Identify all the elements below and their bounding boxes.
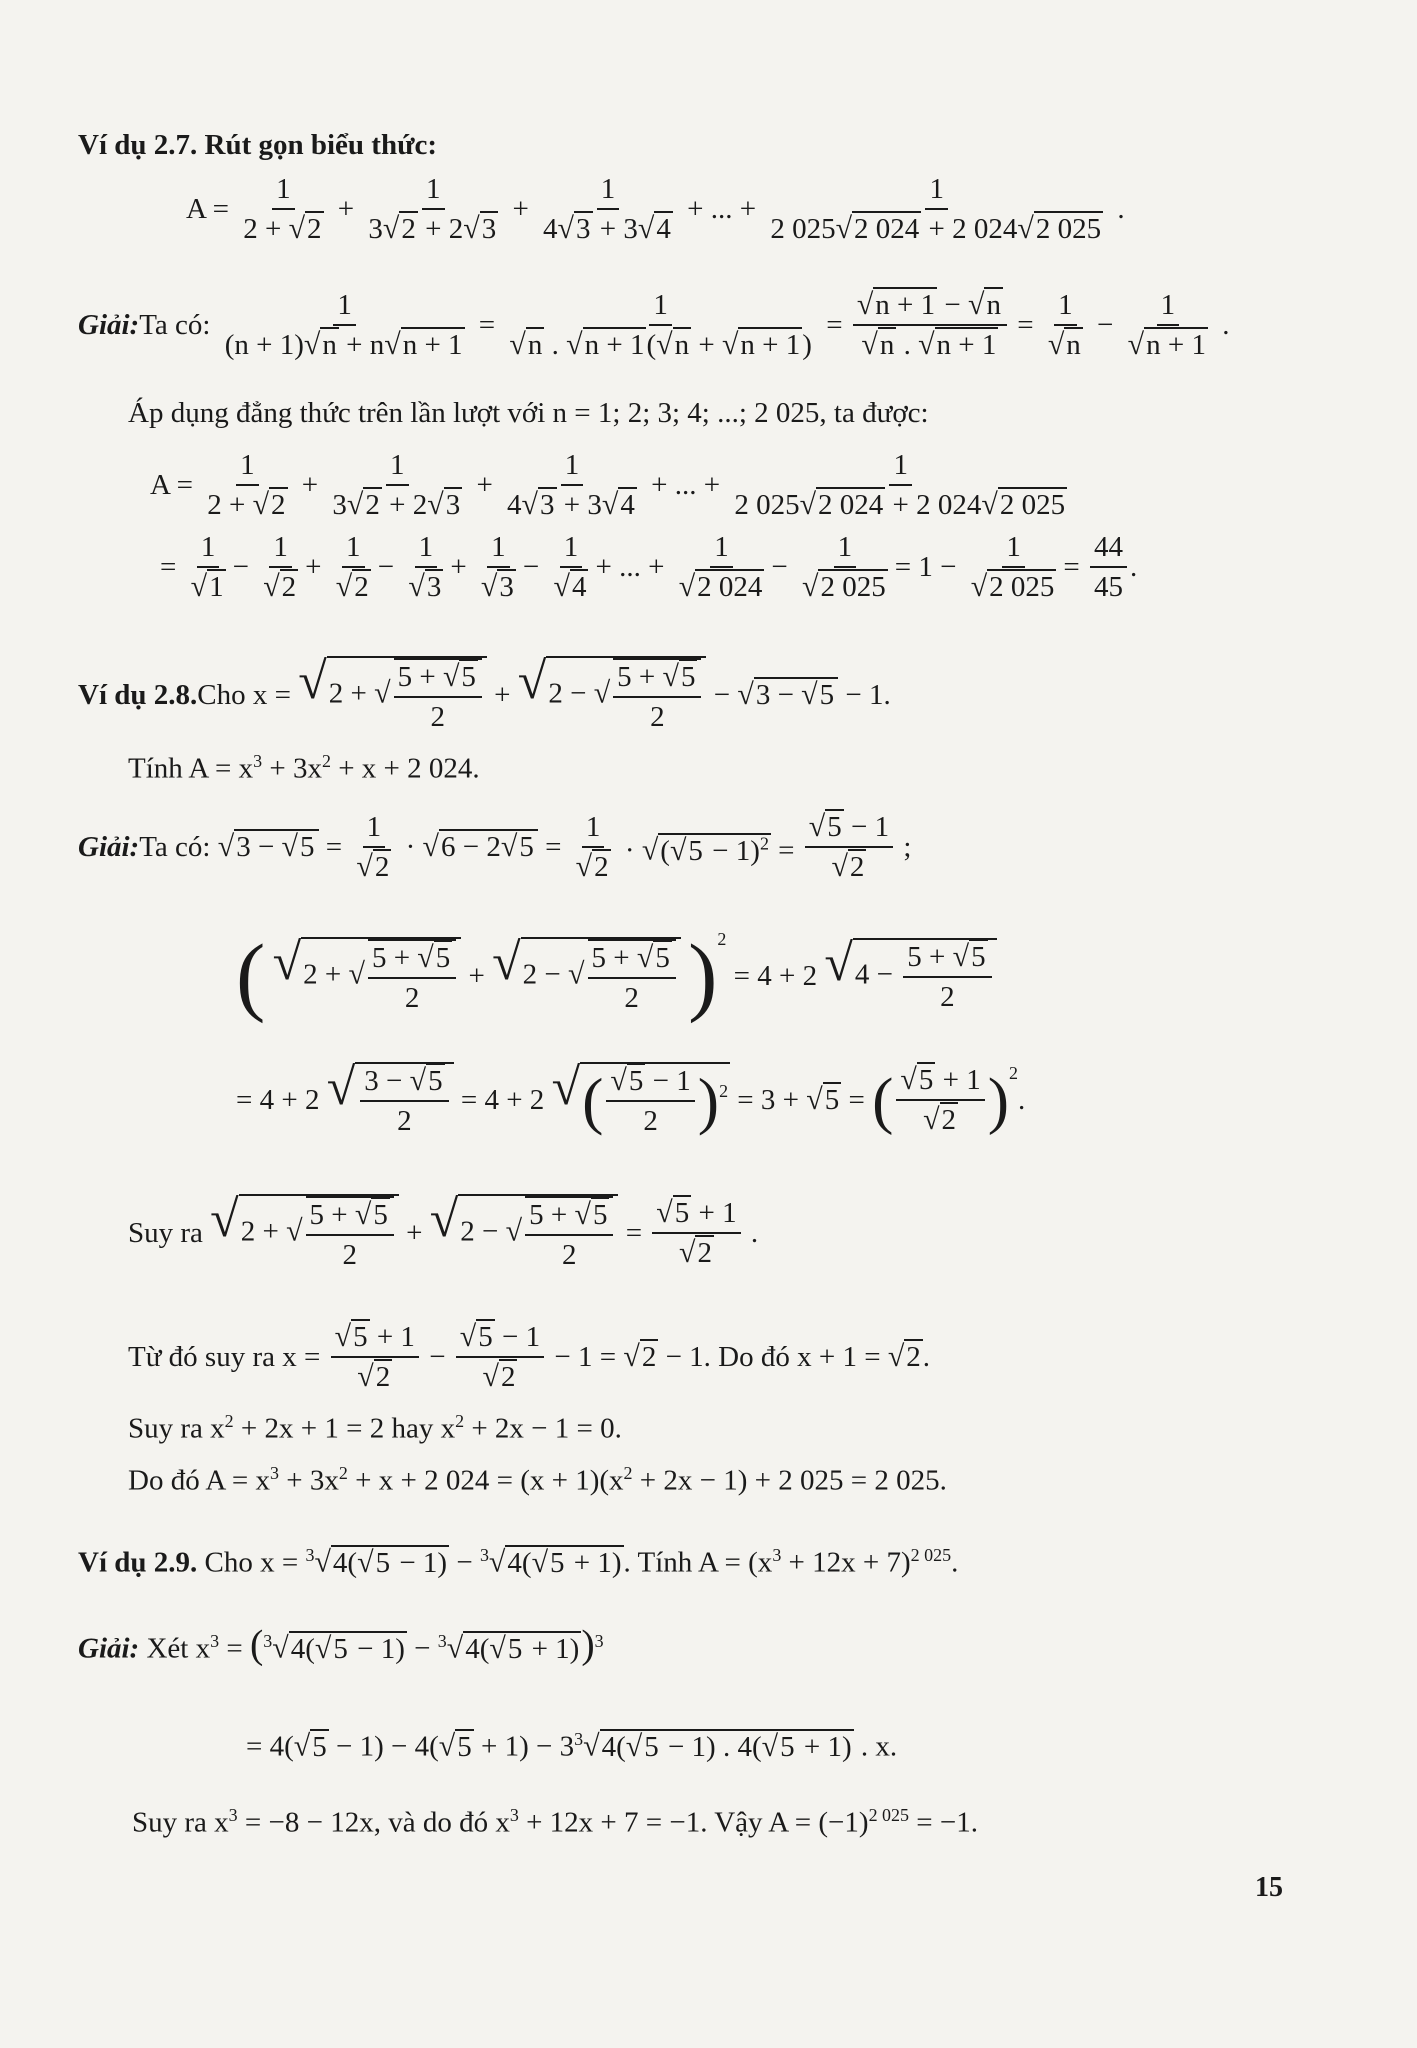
- example-2-7-sum-line-2: = $\frac{1}{√1}$ − $\frac{1}{√2}$ + $\frac{1}{√2}$ − $\frac{1}{√3}$ + $\frac{1}{√3}$ − $\frac{1}{√4}$ + ... + $\frac{1}{√2 024}$ − $\frac{1}{√2 025}$ = 1 − $\frac{1}{√2 025}$ = $\frac{44}{45}$ .: [160, 531, 1138, 603]
- example-label: Ví dụ 2.8.: [78, 679, 198, 711]
- example-2-9-conclusion: Suy ra $x^3 = -8 - 12x$, và do đó $x^3 + 12x + 7 = -1$. Vậy $A = (-1)^{2 025} = -1$.: [132, 1805, 978, 1839]
- example-2-8-do-do: Do đó $A = x^3 + 3x^2 + x + 2$ $024 = (x + 1)(x^2 + 2x - 1) + 2$ 025 = 2 025.: [128, 1463, 947, 1497]
- solution-label: Giải:: [78, 1632, 140, 1665]
- example-2-8-heading: Ví dụ 2.8.Cho x = √ 2 + √ $\frac{5 + √5}{2}$ + √ 2 − √ $\frac{5 + √5}{2}$ − √3 − √5 − 1.: [78, 653, 891, 733]
- page-number: 15: [1255, 1872, 1283, 1903]
- example-2-9-solution-line-2: = $4(√5 - 1) - 4(√5 + 1) - 3^3√4(√5 - 1)$ . 4(√5 + 1) . x.: [246, 1729, 898, 1763]
- example-text: Rút gọn biểu thức:: [197, 129, 438, 161]
- example-2-8-solution-step-1: Giải:Ta có: √3 − √5 = $\frac{1}{√2}$ · √6 − 2√5 = $\frac{1}{√2}$ · $√(√5 - 1)^2$ = $\frac{√5 - 1}{√2}$ ;: [78, 810, 912, 883]
- example-2-7-solution-identity: Giải:Ta có: $\frac{1}{(n + 1)√n + n√n + 1}$ = $\frac{1}{√n . √n + 1(√n + √n + 1)}$ = $\frac{√n + 1 - √n}{√n . √n + 1}$ = $\frac{1}{√n}$ − $\frac{1}{√n + 1}$ .: [78, 288, 1230, 361]
- example-2-7-sum-line-1: A = $\frac{1}{2 + √2}$ + $\frac{1}{3√2 + 2√3}$ + $\frac{1}{4√3 + 3√4}$ + ... + $\frac{1}{2 025√2 024 + 2 024√2 025}$: [150, 449, 1066, 521]
- example-2-9-heading: Ví dụ 2.9. Cho x = $^3$√4(√5 − 1) − $^3$√4(√5 + 1). Tính $A = (x^3 + 12x + 7)^{2 025}$.: [78, 1545, 959, 1579]
- solution-label: Giải:: [78, 309, 140, 341]
- example-2-8-square-line-2: = 4 + 2 √ $\frac{3 - √5}{2}$ = 4 + 2 √ ( $\frac{√5 - 1}{2}$ )$^2$ = 3 + √5 = ( $\frac{√5 + 1}{√2}$ )$^2$.: [236, 1059, 1026, 1138]
- example-2-9-solution-line-1: Giải: Xét $x^3 = (^3√4(√5 - 1) - ^3√4(√5 + 1))^3$: [78, 1621, 604, 1667]
- example-2-8-suy-ra-2: Suy ra $x^2 + 2x + 1 = 2$ hay $x^2 + 2x - 1 = 0$.: [128, 1411, 622, 1445]
- example-2-7-heading: [78, 128, 437, 162]
- example-2-7-apply-text: Áp dụng đẳng thức trên lần lượt với n = 1; 2; 3; 4; ...; 2 025, ta được:: [128, 397, 929, 429]
- solution-label: Giải:: [78, 831, 140, 863]
- example-label: Ví dụ 2.7.: [78, 129, 198, 161]
- example-2-8-tu-do: Từ đó suy ra x = $\frac{√5 + 1}{√2}$ − $\frac{√5 - 1}{√2}$ − 1 = √2 − 1. Do đó x + 1 = √2.: [128, 1320, 931, 1393]
- example-label: Ví dụ 2.9.: [78, 1546, 198, 1579]
- example-2-7-expression: A = $\frac{1}{2 + √2}$ + $\frac{1}{3√2 + 2√3}$ + $\frac{1}{4√3 + 3√4}$ + ... + $\frac{1}{2 025√2 024 + 2 024√2 025}$ .: [186, 173, 1125, 245]
- example-2-8-square-line-1: ( √ 2 + √ $\frac{5 + √5}{2}$ + √ 2 − √ $\frac{5 + √5}{2}$ )$^2$ = 4 + 2 √ 4 − $\frac{5 + √5}{2}$: [236, 922, 997, 1020]
- result-fraction: $\frac{44}{45}$: [1090, 530, 1127, 604]
- example-2-8-suy-ra-1: Suy ra √ 2 + √ $\frac{5 + √5}{2}$ + √ 2 − √ $\frac{5 + √5}{2}$ = $\frac{√5 + 1}{√2}$ .: [128, 1191, 759, 1271]
- example-2-8-task: Tính $A = x^3 + 3x^2 + x + 2$ 024.: [128, 751, 480, 785]
